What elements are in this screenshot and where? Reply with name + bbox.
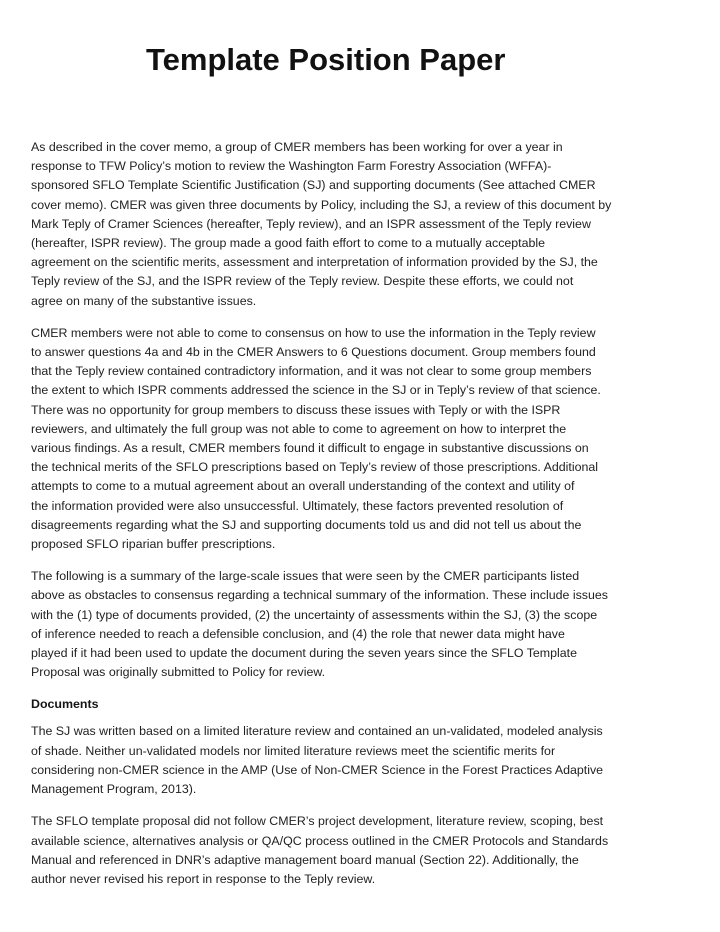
text-line: Proposal was originally submitted to Policy for review. xyxy=(31,665,326,680)
text-line: Mark Teply of Cramer Sciences (hereafter, Teply review), and an ISPR assessment of the Teply review xyxy=(31,216,591,231)
text-line: cover memo). CMER was given three documents by Policy, including the SJ, a review of this document by xyxy=(31,197,612,212)
text-line: of inference needed to reach a defensible conclusion, and (4) the role that newer data might have xyxy=(31,626,565,641)
text-line: There was no opportunity for group members to discuss these issues with Teply or with the ISPR xyxy=(31,402,561,417)
text-line: Teply review of the SJ, and the ISPR review of the Teply review. Despite these efforts, we could not xyxy=(31,274,574,289)
text-line: considering non-CMER science in the AMP (Use of Non-CMER Science in the Forest Practices Adaptive xyxy=(31,762,604,777)
text-line: played if it had been used to update the document during the seven years since the SFLO Template xyxy=(31,646,577,661)
text-line: The following is a summary of the large-scale issues that were seen by the CMER participants listed xyxy=(31,569,580,584)
text-line: CMER members were not able to come to consensus on how to use the information in the Teply review xyxy=(31,325,596,340)
document-body xyxy=(31,138,703,902)
text-line: disagreements regarding what the SJ and supporting documents told us and did not tell us about the xyxy=(31,517,582,532)
text-line: with the (1) type of documents provided, (2) the uncertainty of assessments within the SJ, (3) the scope xyxy=(31,607,598,622)
text-line: to answer questions 4a and 4b in the CMER Answers to 6 Questions document. Group members found xyxy=(31,345,596,360)
text-line: Management Program, 2013). xyxy=(31,782,197,797)
text-line: agree on many of the substantive issues. xyxy=(31,293,257,308)
section-heading: Documents xyxy=(31,697,99,712)
paragraph-3 xyxy=(31,567,703,682)
text-line: Manual and referenced in DNR’s adaptive management board manual (Section 22). Additionally, the xyxy=(31,852,579,867)
text-line: the extent to which ISPR comments addressed the science in the SJ or in Teply’s review of that science. xyxy=(31,383,601,398)
text-line: The SFLO template proposal did not follow CMER’s project development, literature review, scoping, best xyxy=(31,814,604,829)
text-line: response to TFW Policy’s motion to review the Washington Farm Forestry Association (WFFA)- xyxy=(31,159,552,174)
text-line: available science, alternatives analysis or QA/QC process outlined in the CMER Protocols and Standards xyxy=(31,833,609,848)
text-line: agreement on the scientific merits, assessment and interpretation of information provided by the SJ, the xyxy=(31,255,598,270)
text-line: that the Teply review contained contradictory information, and it was not clear to some group members xyxy=(31,364,592,379)
text-line: As described in the cover memo, a group of CMER members has been working for over a year in xyxy=(31,140,563,154)
text-line: sponsored SFLO Template Scientific Justification (SJ) and supporting documents (See attached CMER xyxy=(31,178,596,193)
text-line: (hereafter, ISPR review). The group made a good faith effort to come to a mutually acceptable xyxy=(31,236,546,251)
text-line: proposed SFLO riparian buffer prescriptions. xyxy=(31,537,276,552)
text-line: author never revised his report in response to the Teply review. xyxy=(31,871,376,886)
text-line: reviewers, and ultimately the full group was not able to come to agreement on how to interpret the xyxy=(31,421,567,436)
paragraph-1 xyxy=(31,138,703,311)
page-title: Template Position Paper xyxy=(146,42,506,77)
text-line: the technical merits of the SFLO prescriptions based on Teply’s review of those prescriptions. Additional xyxy=(31,460,599,475)
text-line: of shade. Neither un-validated models nor limited literature reviews meet the scientific merits for xyxy=(31,743,556,758)
text-line: various findings. As a result, CMER members found it difficult to engage in substantive discussions on xyxy=(31,441,589,456)
text-line: the information provided were also unsuccessful. Ultimately, these factors prevented resolution of xyxy=(31,498,564,513)
section-paragraph-2 xyxy=(31,812,703,889)
section-paragraph-1 xyxy=(31,722,703,799)
text-line: attempts to come to a mutual agreement about an overall understanding of the context and utility of xyxy=(31,479,575,494)
text-line: above as obstacles to consensus regarding a technical summary of the information. These include issues xyxy=(31,588,608,603)
paragraph-2 xyxy=(31,324,703,554)
text-line: The SJ was written based on a limited literature review and contained an un-validated, modeled analysis xyxy=(31,724,603,739)
